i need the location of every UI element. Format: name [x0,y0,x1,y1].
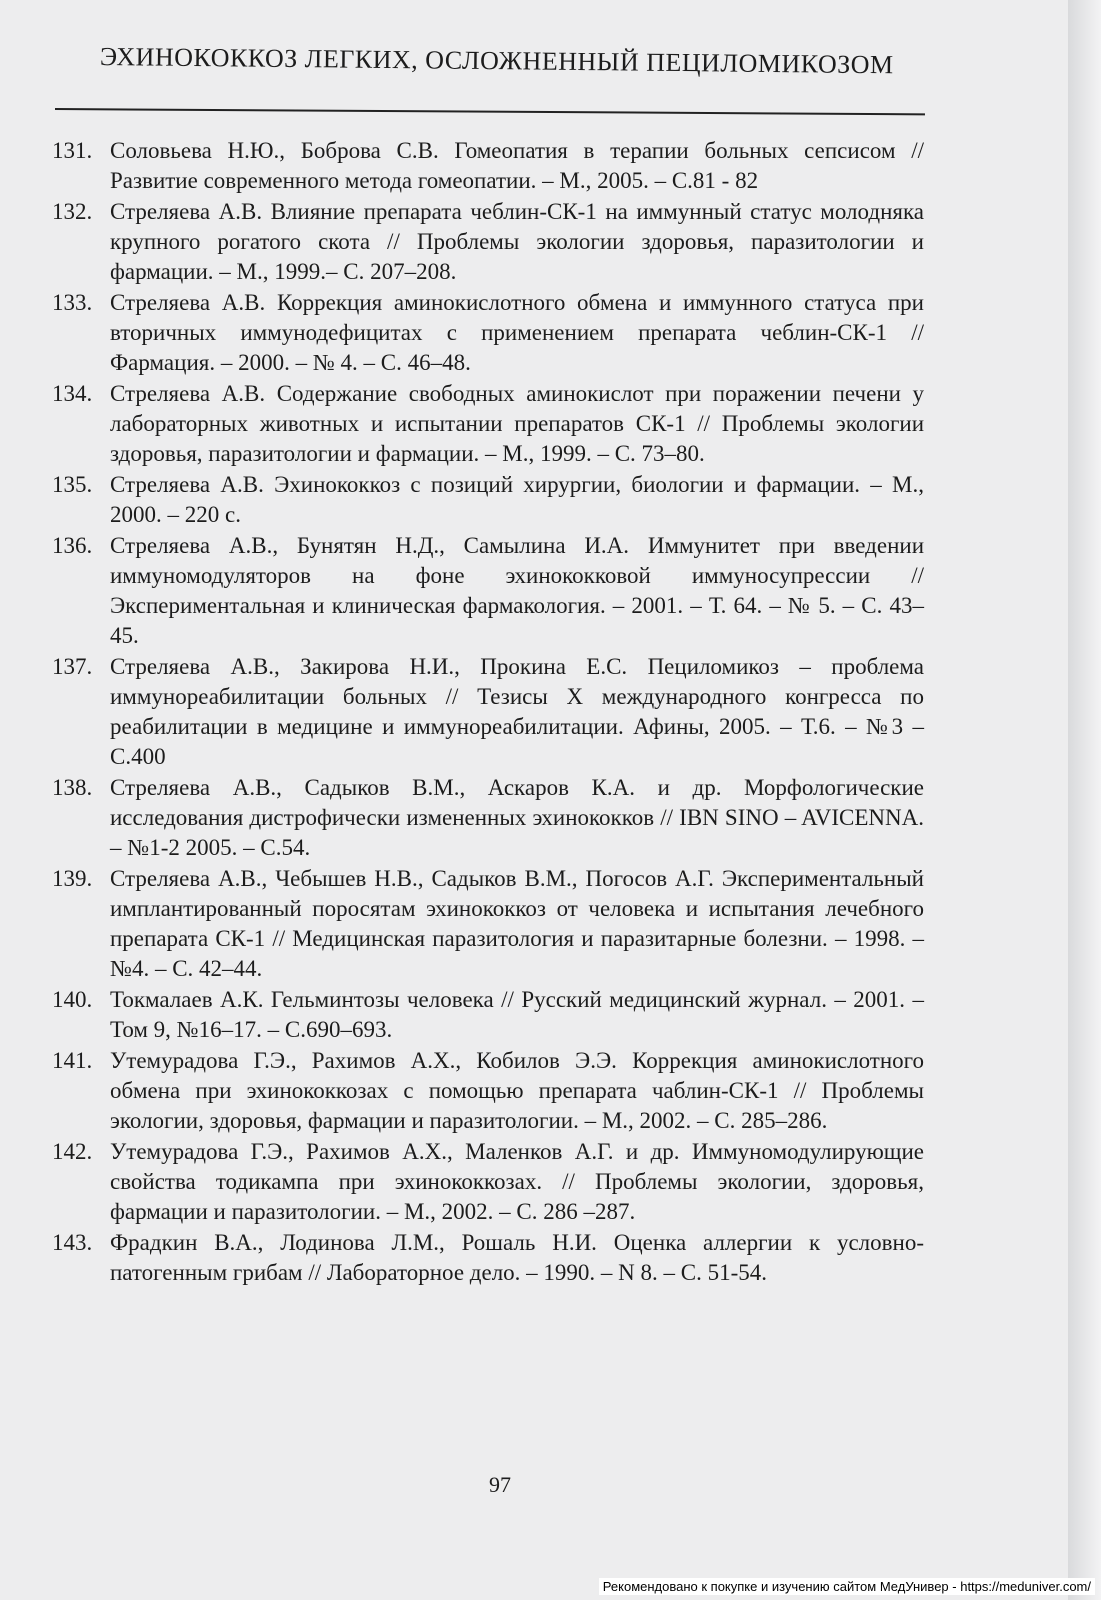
reference-item [52,1046,924,1136]
reference-text: Утемурадова Г.Э., Рахимов А.Х., Кобилов Э.Э. Коррекция аминокислотного обмена при эхинококкозах с помощью препарата чаблин-СК-1 // Проблемы экологии, здоровья, фармации и паразитологии. – М., 2002. – С. 285–286. [110,1048,924,1133]
reference-number: 134. [52,381,93,406]
reference-number: 137. [52,654,93,679]
site-footer-link[interactable]: Рекомендовано к покупке и изучению сайтом МедУнивер - https://meduniver.com/ [599,1578,1095,1595]
reference-item [52,470,924,530]
reference-item [52,531,924,651]
reference-text: Стреляева А.В. Влияние препарата чеблин-СК-1 на иммунный статус молодняка крупного рогатого скота // Проблемы экологии здоровья, паразитологии и фармации. – М., 1999.– С. 207–208. [110,199,924,284]
reference-item [52,1137,924,1227]
page-number: 97 [489,1472,511,1497]
reference-text: Утемурадова Г.Э., Рахимов А.Х., Маленков А.Г. и др. Иммуномодулирующие свойства тодикампа при эхинококкозах. // Проблемы экологии, здоровья, фармации и паразитологии. – М., 2002. – С. 286 –287. [110,1139,924,1224]
reference-item [52,652,924,772]
reference-item [52,773,924,863]
reference-number: 141. [52,1048,93,1073]
reference-text: Стреляева А.В. Коррекция аминокислотного обмена и иммунного статуса при вторичных иммунодефицитах с применением препарата чеблин-СК-1 // Фармация. – 2000. – № 4. – С. 46–48. [110,290,924,375]
header-rule [55,108,925,115]
reference-number: 139. [52,866,93,891]
reference-number: 142. [52,1139,93,1164]
reference-list [52,136,924,1289]
reference-number: 133. [52,290,93,315]
reference-number: 132. [52,199,93,224]
reference-item [52,1228,924,1288]
reference-number: 140. [52,987,93,1012]
reference-text: Токмалаев А.К. Гельминтозы человека // Русский медицинский журнал. – 2001. – Том 9, №16–17. – С.690–693. [110,987,924,1042]
reference-item [52,985,924,1045]
reference-item [52,197,924,287]
reference-text: Стреляева А.В., Чебышев Н.В., Садыков В.М., Погосов А.Г. Экспериментальный имплантированный поросятам эхинококкоз от человека и испытания лечебного препарата СК-1 // Медицинская паразитология и паразитарные болезни. – 1998. – №4. – С. 42–44. [110,866,924,981]
reference-text: Стреляева А.В., Закирова Н.И., Прокина Е.С. Пециломикоз – проблема иммунореабилитации больных // Тезисы X международного конгресса по реабилитации в медицине и иммунореабилитации. Афины, 2005. – Т.6. – №3 – С.400 [110,654,924,769]
reference-text: Стреляева А.В., Бунятян Н.Д., Самылина И.А. Иммунитет при введении иммуномодуляторов на фоне эхинококковой иммуносупрессии // Экспериментальная и клиническая фармакология. – 2001. – Т. 64. – № 5. – С. 43–45. [110,533,924,648]
reference-item [52,288,924,378]
reference-item [52,379,924,469]
reference-number: 143. [52,1230,93,1255]
running-head: ЭХИНОКОККОЗ ЛЕГКИХ, ОСЛОЖНЕННЫЙ ПЕЦИЛОМИКОЗОМ [99,41,894,80]
reference-number: 138. [52,775,93,800]
page-edge [1068,0,1101,1600]
reference-text: Фрадкин В.А., Лодинова Л.М., Рошаль Н.И. Оценка аллергии к условно-патогенным грибам // Лабораторное дело. – 1990. – N 8. – С. 51-54. [110,1230,924,1285]
reference-text: Стреляева А.В. Содержание свободных аминокислот при поражении печени у лабораторных животных и испытании препаратов СК-1 // Проблемы экологии здоровья, паразитологии и фармации. – М., 1999. – С. 73–80. [110,381,924,466]
reference-text: Соловьева Н.Ю., Боброва С.В. Гомеопатия в терапии больных сепсисом // Развитие современного метода гомеопатии. – М., 2005. – С.81 - 82 [110,138,924,193]
reference-number: 131. [52,138,93,163]
reference-text: Стреляева А.В. Эхинококкоз с позиций хирургии, биологии и фармации. – М., 2000. – 220 с. [110,472,924,527]
reference-text: Стреляева А.В., Садыков В.М., Аскаров К.А. и др. Морфологические исследования дистрофически измененных эхинококков // IBN SINO – AVICENNA. – №1-2 2005. – С.54. [110,775,924,860]
reference-item [52,136,924,196]
reference-number: 135. [52,472,93,497]
reference-number: 136. [52,533,93,558]
reference-item [52,864,924,984]
